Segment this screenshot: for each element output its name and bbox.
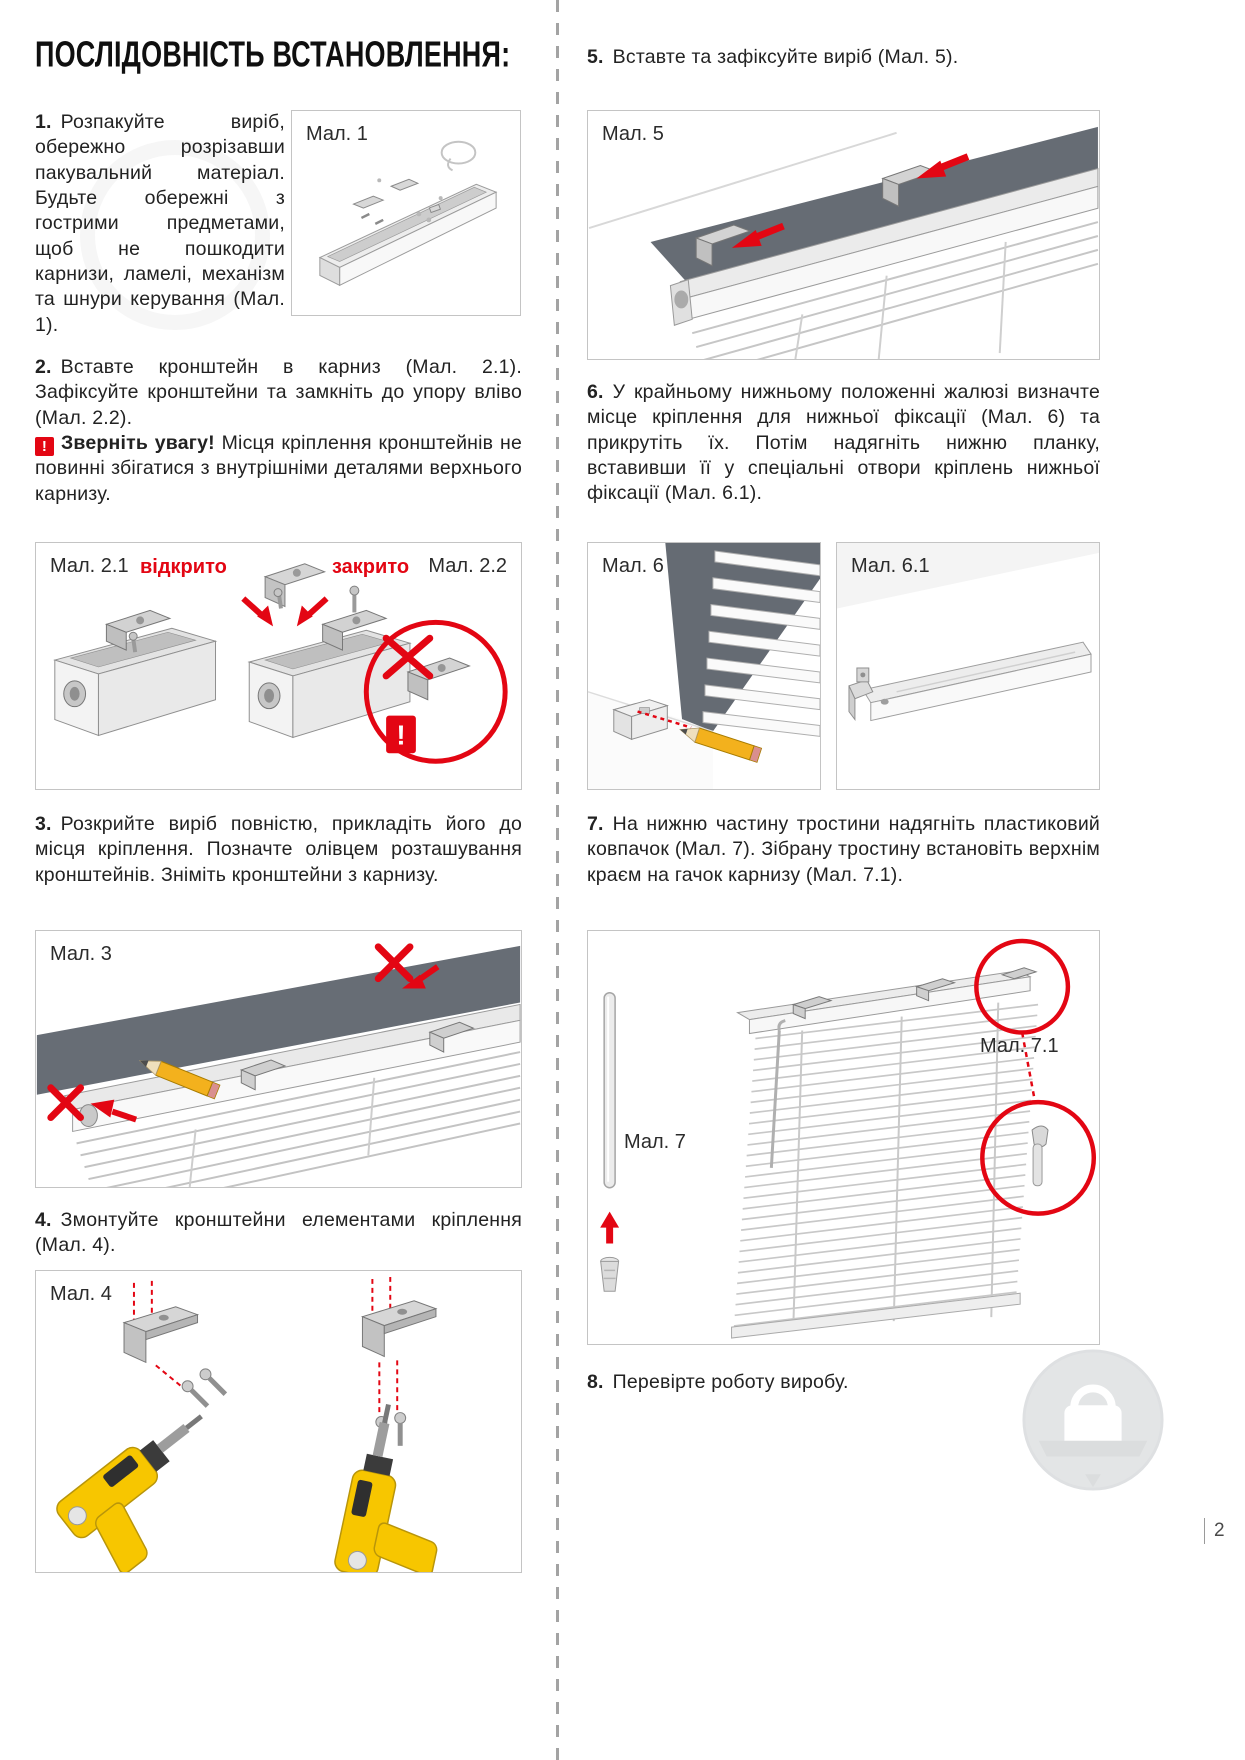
step-6-number: 6. [587, 381, 604, 403]
figure-7 [587, 930, 1100, 1345]
step-6 [587, 380, 1100, 507]
warning-text: Місця кріплення кронштейнів не повинні збігатися з внутрішніми деталями верхнього карнизу. [35, 432, 522, 505]
exclamation-mark: ! [396, 719, 406, 751]
warning-bold: Зверніть увагу! [61, 432, 215, 455]
cornice-locked [249, 586, 410, 737]
screws-left [182, 1369, 225, 1406]
warning-icon: ! [35, 437, 54, 456]
wand-rod [604, 993, 615, 1188]
step-7-number: 7. [587, 813, 604, 835]
figure-2 [35, 542, 522, 790]
page-title: ПОСЛІДОВНІСТЬ ВСТАНОВЛЕННЯ: [35, 34, 511, 75]
step-2-number: 2. [35, 356, 52, 378]
figure-6-1-caption: Мал. 6.1 [851, 555, 930, 577]
red-up-arrow [600, 1212, 619, 1244]
figure-3 [35, 930, 522, 1188]
figure-6-caption: Мал. 6 [602, 555, 664, 577]
step-3-text: Розкрийте виріб повністю, прикладіть його до місця кріплення. Позначте олівцем розташування кронштейнів. Зніміть кронштейни з карнизу. [35, 813, 522, 886]
figure-5-caption: Мал. 5 [602, 123, 664, 145]
step-7 [587, 812, 1100, 888]
figure-7-caption: Мал. 7 [624, 1131, 686, 1153]
figure-4-caption: Мал. 4 [50, 1283, 112, 1305]
alignment-guides [134, 1277, 397, 1416]
cornice-rail [320, 184, 496, 285]
step-1-text: Розпакуйте виріб, обережно розрізавши пакувальний матеріал. Будьте обережні з гострими предметами, щоб не пошкодити карнизи, ламелі, механізм та шнури керування (Мал. 1). [35, 111, 285, 336]
figure-5-illustration [588, 111, 1099, 359]
cornice-open [55, 610, 216, 735]
step-4-number: 4. [35, 1209, 52, 1231]
bottom-rail [863, 642, 1091, 720]
bracket-right [362, 1301, 436, 1357]
figure-6-illustration [588, 543, 820, 789]
step-6-text: У крайньому нижньому положенні жалюзі визначте місце кріплення для нижньої фіксації (Мал. 6) та прикрутіть їх. Потім надягніть нижню планку, вставивши її у спеціальні отвори кріплень нижньої фіксації (Мал. 6.1). [587, 381, 1100, 505]
figure-6-1 [836, 542, 1100, 790]
hook-detail [1032, 1126, 1048, 1186]
figure-2-illustration [36, 543, 521, 789]
figure-7-1-caption: Мал. 7.1 [980, 1035, 1059, 1057]
figure-2-caption-right: Мал. 2.2 [428, 555, 507, 577]
figure-4-illustration [36, 1271, 521, 1572]
step-5-text: Вставте та зафіксуйте виріб (Мал. 5). [612, 46, 959, 68]
column-divider [556, 0, 559, 1760]
bracket-left [124, 1307, 198, 1363]
step-8 [587, 1370, 1100, 1395]
step-3 [35, 812, 522, 888]
step-1-number: 1. [35, 111, 52, 133]
bracket-icon [265, 564, 325, 609]
figure-4 [35, 1270, 522, 1573]
figure-1-caption: Мал. 1 [306, 123, 368, 145]
step-1 [35, 110, 285, 338]
step-5 [587, 45, 1100, 70]
page-number: 2 [1204, 1518, 1225, 1544]
step-8-text: Перевірте роботу виробу. [612, 1371, 849, 1393]
drill-left [53, 1401, 249, 1572]
figure-6-1-illustration [837, 543, 1099, 789]
step-4 [35, 1208, 522, 1259]
step-7-text: На нижню частину тростини надягніть пластиковий ковпачок (Мал. 7). Зібрану тростину встановіть верхнім краєм на гачок карнизу (Мал. 7.1). [587, 813, 1100, 886]
step-2-text: Вставте кронштейн в карниз (Мал. 2.1). Зафіксуйте кронштейни та замкніть до упору вліво (Мал. 2.2). [35, 356, 522, 429]
step-8-number: 8. [587, 1371, 604, 1393]
step-3-number: 3. [35, 813, 52, 835]
step-4-text: Змонтуйте кронштейни елементами кріплення (Мал. 4). [35, 1209, 522, 1257]
figure-3-caption: Мал. 3 [50, 943, 112, 965]
figure-2-caption-left: Мал. 2.1 [50, 555, 129, 577]
figure-6 [587, 542, 821, 790]
figure-2-open-label: відкрито [140, 556, 227, 578]
figure-5 [587, 110, 1100, 360]
watermark-logo [1019, 1346, 1167, 1494]
step-5-number: 5. [587, 46, 604, 68]
step-2 [35, 355, 522, 507]
figure-1 [291, 110, 521, 316]
figure-3-illustration [36, 931, 521, 1187]
figure-2-closed-label: закрито [332, 556, 410, 578]
hanging-wand [771, 1021, 785, 1168]
plastic-cap [601, 1257, 619, 1291]
